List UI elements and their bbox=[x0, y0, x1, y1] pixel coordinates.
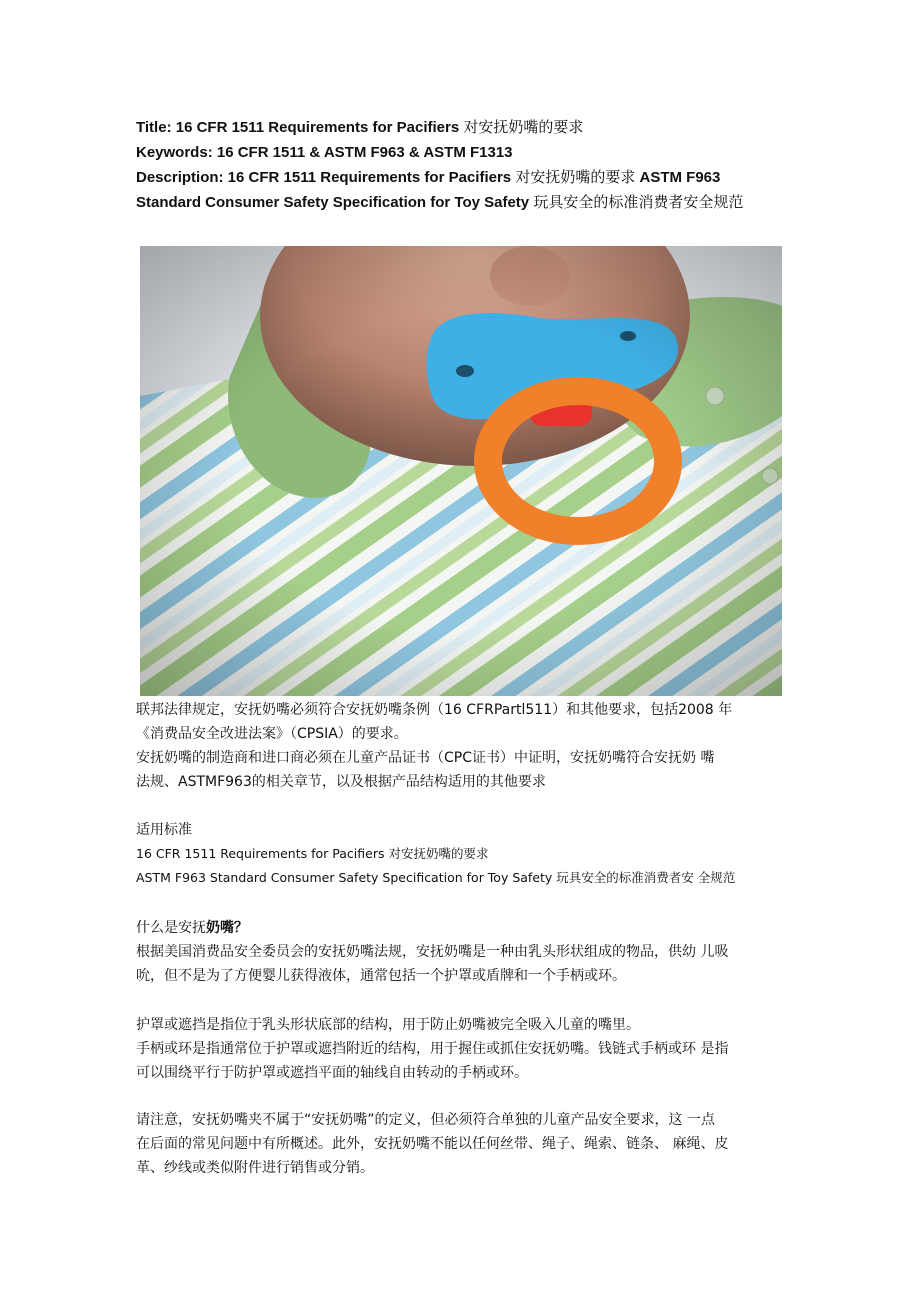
intro-line: 法规、ASTMF963的相关章节，以及根据产品结构适用的其他要求 bbox=[136, 774, 546, 790]
title-line bbox=[136, 115, 796, 140]
photo-illustration bbox=[140, 246, 782, 696]
photo-vignette bbox=[140, 246, 782, 696]
description-en2: ASTM F963 bbox=[635, 169, 721, 186]
intro-section bbox=[136, 698, 801, 794]
title-zh: 对安抚奶嘴的要求 bbox=[463, 118, 584, 136]
baby-pacifier-photo bbox=[140, 246, 782, 696]
standard-zh: 玩具安全的标准消费者安全规范 bbox=[533, 193, 744, 211]
standard-en: Standard Consumer Safety Specification for Toy Safety bbox=[136, 194, 534, 211]
definition-line: 手柄或环是指通常位于护罩或遮挡附近的结构，用于握住或抓住安抚奶嘴。钱链式手柄或环 是指 bbox=[136, 1041, 729, 1057]
definition-line: 护罩或遮挡是指位于乳头形状底部的结构，用于防止奶嘴被完全吸入儿童的嘴里。 bbox=[136, 1017, 640, 1033]
heading-normal: 什么是安抚 bbox=[136, 920, 206, 936]
what-is-heading bbox=[136, 916, 801, 940]
what-is-section bbox=[136, 916, 801, 988]
description-zh: 对安抚奶嘴的要求 bbox=[515, 168, 636, 186]
intro-line: 《消费品安全改进法案》（CPSIA）的要求。 bbox=[136, 726, 408, 742]
title-en: Title: 16 CFR 1511 Requirements for Pacifiers bbox=[136, 119, 464, 136]
standard-item: ASTM F963 Standard Consumer Safety Specification for Toy Safety 玩具安全的标准消费者安 全规范 bbox=[136, 870, 736, 885]
intro-line: 联邦法律规定，安抚奶嘴必须符合安抚奶嘴条例（16 CFRPartl511）和其他要求，包括2008 年 bbox=[136, 702, 733, 718]
heading-bold: 奶嘴？ bbox=[206, 920, 248, 936]
description-line bbox=[136, 165, 796, 190]
note-section bbox=[136, 1108, 801, 1180]
what-is-line: 吮，但不是为了方便婴儿获得液体，通常包括一个护罩或盾牌和一个手柄或环。 bbox=[136, 968, 626, 984]
document-header bbox=[136, 115, 796, 215]
intro-line: 安抚奶嘴的制造商和进口商必须在儿童产品证书（CPC证书）中证明，安抚奶嘴符合安抚奶 嘴 bbox=[136, 750, 715, 766]
note-line: 请注意，安抚奶嘴夹不属于“安抚奶嘴”的定义，但必须符合单独的儿童产品安全要求，这 一点 bbox=[136, 1112, 715, 1128]
standards-heading: 适用标准 bbox=[136, 822, 192, 838]
keywords-line: Keywords: 16 CFR 1511 & ASTM F963 & ASTM F1313 bbox=[136, 144, 513, 161]
standard-item: 16 CFR 1511 Requirements for Pacifiers 对安抚奶嘴的要求 bbox=[136, 846, 489, 861]
what-is-line: 根据美国消费品安全委员会的安抚奶嘴法规，安抚奶嘴是一种由乳头形状组成的物品，供幼 儿吸 bbox=[136, 944, 729, 960]
note-line: 革、纱线或类似附件进行销售或分销。 bbox=[136, 1160, 374, 1176]
description-en: Description: 16 CFR 1511 Requirements for Pacifiers bbox=[136, 169, 516, 186]
definitions-section bbox=[136, 1013, 801, 1085]
definition-line: 可以围绕平行于防护罩或遮挡平面的轴线自由转动的手柄或环。 bbox=[136, 1065, 528, 1081]
note-line: 在后面的常见问题中有所概述。此外，安抚奶嘴不能以任何丝带、绳子、绳索、链条、 麻绳、皮 bbox=[136, 1136, 729, 1152]
standard-line bbox=[136, 190, 796, 215]
standards-section bbox=[136, 818, 801, 890]
